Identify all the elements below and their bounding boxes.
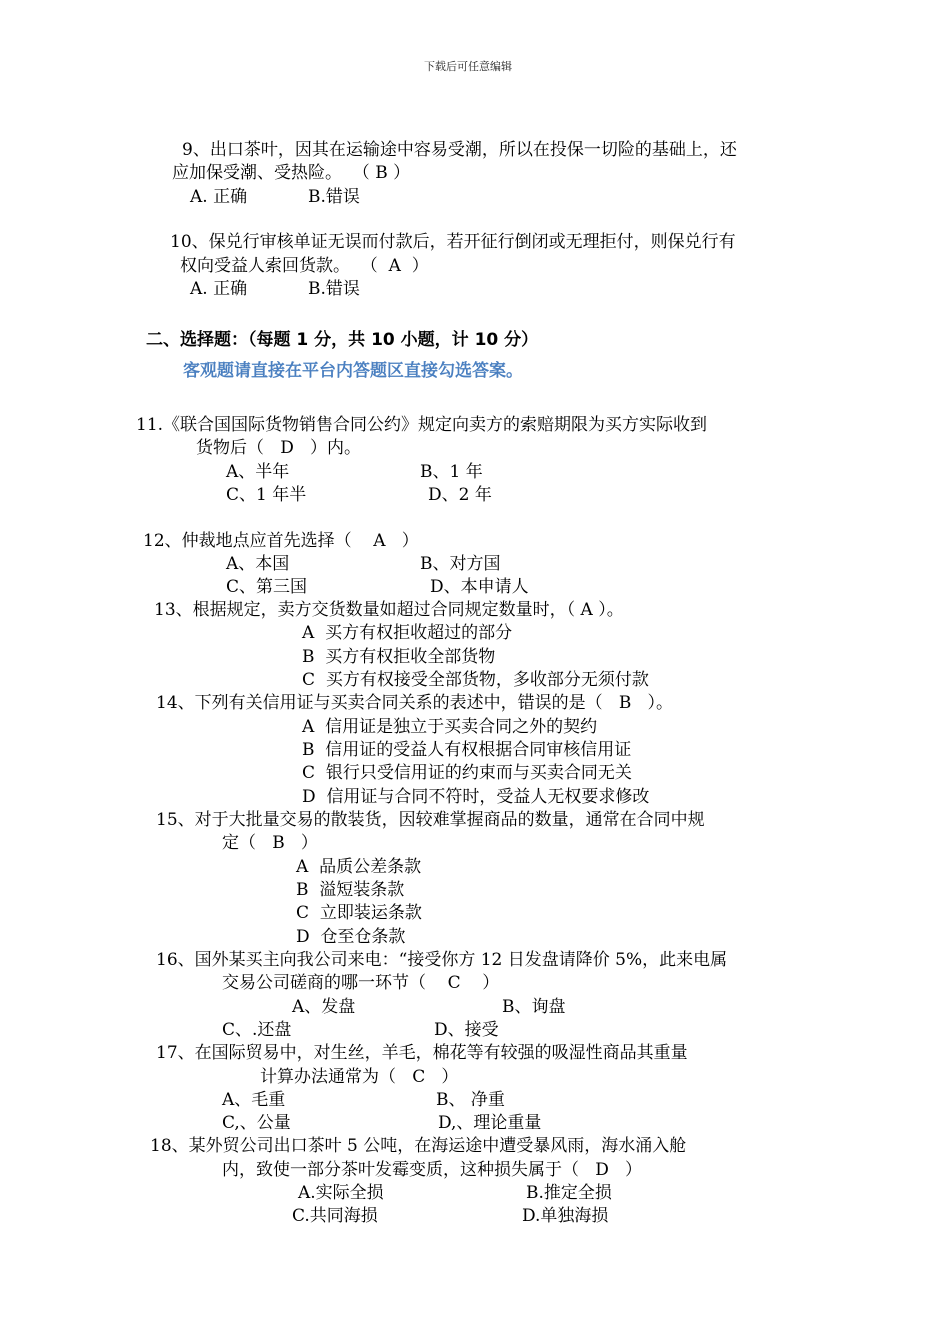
q18-option-b: B.推定全损 — [526, 1183, 612, 1203]
q11-option-a: A、半年 — [226, 462, 290, 482]
q13-option-a: A 买方有权拒收超过的部分 — [302, 623, 513, 643]
q14-option-b: B 信用证的受益人有权根据合同审核信用证 — [302, 740, 632, 760]
q17-option-c: C,、公量 — [222, 1113, 291, 1133]
tf-9-option-b: B.错误 — [308, 187, 360, 207]
tf-9-option-a: A. 正确 — [190, 187, 248, 207]
q16-option-d: D、接受 — [434, 1020, 499, 1040]
q11-line-1: 11.《联合国国际货物销售合同公约》规定向卖方的索赔期限为买方实际收到 — [136, 415, 708, 435]
q13-option-b: B 买方有权拒收全部货物 — [302, 647, 496, 667]
q15-option-d: D 仓至仓条款 — [296, 927, 406, 947]
section-2-note: 客观题请直接在平台内答题区直接勾选答案。 — [183, 361, 523, 381]
page-header: 下载后可任意编辑 — [424, 60, 512, 73]
q11-option-d: D、2 年 — [428, 485, 492, 505]
q15-line-2: 定（ B ） — [222, 833, 318, 853]
q15-line-1: 15、对于大批量交易的散装货，因较难掌握商品的数量，通常在合同中规 — [156, 810, 705, 830]
q16-option-a: A、发盘 — [292, 997, 356, 1017]
q13-line-1: 13、根据规定，卖方交货数量如超过合同规定数量时，（ A ）。 — [154, 600, 624, 620]
q17-line-2: 计算办法通常为（ C ） — [260, 1067, 459, 1087]
tf-9-line-1: 9、出口茶叶，因其在运输途中容易受潮，所以在投保一切险的基础上，还 — [182, 140, 737, 160]
q11-option-b: B、1 年 — [420, 462, 483, 482]
q12-option-a: A、本国 — [226, 554, 290, 574]
tf-9-line-2: 应加保受潮、受热险。 （ B ） — [172, 163, 411, 183]
q18-option-d: D.单独海损 — [522, 1206, 609, 1226]
q11-line-2: 货物后（ D ）内。 — [196, 438, 362, 458]
q16-option-c: C、.还盘 — [222, 1020, 292, 1040]
q16-option-b: B、询盘 — [502, 997, 566, 1017]
tf-10-line-2: 权向受益人索回货款。 （ A ） — [180, 256, 429, 276]
tf-10-option-b: B.错误 — [308, 279, 360, 299]
q11-option-c: C、1 年半 — [226, 485, 307, 505]
q17-option-a: A、毛重 — [222, 1090, 286, 1110]
q12-option-d: D、本申请人 — [430, 577, 529, 597]
q16-line-2: 交易公司磋商的哪一环节（ C ） — [222, 973, 500, 993]
section-2-title: 二、选择题：（每题 1 分，共 10 小题，计 10 分） — [146, 330, 539, 350]
q16-line-1: 16、国外某买主向我公司来电：“接受你方 12 日发盘请降价 5%，此来电属 — [156, 950, 728, 970]
q18-line-1: 18、某外贸公司出口茶叶 5 公吨，在海运途中遭受暴风雨，海水涌入舱 — [150, 1136, 687, 1156]
q14-option-d: D 信用证与合同不符时，受益人无权要求修改 — [302, 787, 650, 807]
q12-line-1: 12、仲裁地点应首先选择（ A ） — [143, 531, 419, 551]
q17-line-1: 17、在国际贸易中，对生丝，羊毛，棉花等有较强的吸湿性商品其重量 — [156, 1043, 688, 1063]
q15-option-c: C 立即装运条款 — [296, 903, 422, 923]
q13-option-c: C 买方有权接受全部货物，多收部分无须付款 — [302, 670, 649, 690]
q17-option-d: D,、理论重量 — [438, 1113, 542, 1133]
q18-line-2: 内，致使一部分茶叶发霉变质，这种损失属于（ D ） — [222, 1160, 643, 1180]
q18-option-a: A.实际全损 — [298, 1183, 384, 1203]
q14-line-1: 14、下列有关信用证与买卖合同关系的表述中，错误的是（ B ）。 — [156, 693, 674, 713]
q12-option-c: C、第三国 — [226, 577, 308, 597]
q15-option-a: A 品质公差条款 — [296, 857, 422, 877]
tf-10-line-1: 10、保兑行审核单证无误而付款后，若开征行倒闭或无理拒付，则保兑行有 — [170, 232, 736, 252]
q14-option-c: C 银行只受信用证的约束而与买卖合同无关 — [302, 763, 632, 783]
tf-10-option-a: A. 正确 — [190, 279, 248, 299]
q14-option-a: A 信用证是独立于买卖合同之外的契约 — [302, 717, 598, 737]
q12-option-b: B、对方国 — [420, 554, 501, 574]
q18-option-c: C.共同海损 — [292, 1206, 378, 1226]
q15-option-b: B 溢短装条款 — [296, 880, 405, 900]
q17-option-b: B、 净重 — [436, 1090, 505, 1110]
